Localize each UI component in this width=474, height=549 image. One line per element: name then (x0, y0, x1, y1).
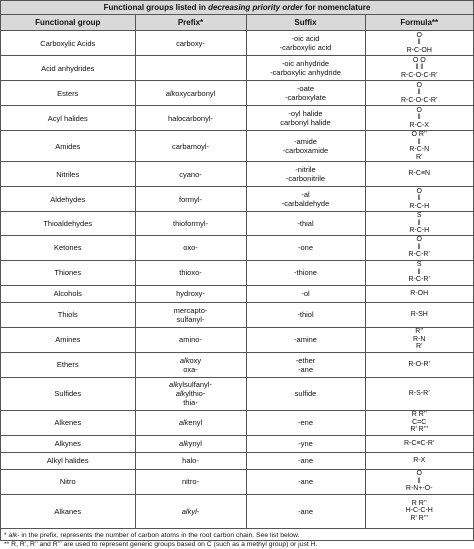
functional-group-cell: Amines (1, 327, 135, 352)
table-row (1, 469, 473, 494)
header-row (1, 15, 473, 31)
table-row (1, 235, 473, 260)
suffix-cell (246, 302, 365, 327)
prefix-line: sulfanyl- (176, 314, 205, 324)
functional-group-cell: Alkanes (1, 494, 135, 528)
prefix-rest-part: oxa- (183, 364, 198, 374)
formula-cell (365, 106, 473, 131)
functional-group-cell: Thioaldehydes (1, 212, 135, 236)
suffix-line: -oic acid (291, 34, 320, 43)
table-row (1, 81, 473, 106)
functional-group-cell: Ethers (1, 352, 135, 377)
formula-line: O (416, 106, 422, 114)
suffix-line: -ane (297, 456, 313, 465)
table-row (1, 302, 473, 327)
suffix-cell (246, 235, 365, 260)
footnote-1: * alk- in the prefix, represents the number of carbon atoms in the root carbon chain. See list below. (4, 531, 300, 539)
formula-cell (365, 377, 473, 410)
prefix-cell (135, 352, 246, 377)
suffix-cell (246, 31, 365, 56)
formula-cell (365, 410, 473, 435)
prefix-text: oxo- (183, 243, 198, 252)
suffix-line: -ol (301, 289, 310, 298)
functional-group-cell: Nitro (1, 469, 135, 494)
functional-group-cell: Alcohols (1, 285, 135, 302)
suffix-cell (246, 352, 365, 377)
formula-cell (365, 285, 473, 302)
formula-cell (365, 235, 473, 260)
header-prefix: Prefix* (135, 15, 246, 31)
table-row (1, 377, 473, 410)
suffix-line: -amine (294, 335, 317, 344)
formula-line: O O (412, 56, 426, 64)
formula-line: O (416, 187, 422, 195)
formula-line: R R’’ (411, 411, 427, 419)
formula-cell (365, 131, 473, 162)
prefix-text: thioxo- (179, 268, 202, 277)
formula-line: R’ (415, 153, 423, 161)
table-body (1, 31, 473, 529)
footnote-1-text: - in the prefix, represents the number of carbon atoms in the root carbon chain. See list below. (17, 531, 300, 539)
formula-line: R’ (415, 343, 423, 351)
suffix-line: -thione (294, 268, 317, 277)
suffix-cell (246, 260, 365, 285)
formula-line: ‖ (417, 243, 421, 251)
functional-group-cell: Aldehydes (1, 187, 135, 212)
prefix-cell (135, 377, 246, 410)
formula-line: O R’’ (411, 131, 427, 138)
formula-cell (365, 435, 473, 452)
header-formula: Formula** (365, 15, 473, 31)
formula-cell (365, 469, 473, 494)
suffix-line: -amide (294, 137, 317, 146)
suffix-line: -thiol (297, 310, 314, 319)
table-row (1, 187, 473, 212)
prefix-cell (135, 131, 246, 162)
formula-line: R R’’ (411, 499, 427, 507)
table-row (1, 285, 473, 302)
formula-line: ‖ ‖ (415, 64, 424, 72)
formula-line: ‖ (417, 114, 421, 122)
prefix-line (138, 398, 244, 407)
suffix-line: -thial (297, 218, 314, 228)
table-row (1, 410, 473, 435)
prefix-rest-part: ylthio- (185, 389, 206, 398)
suffix-line: -carboxylic acid (279, 43, 332, 52)
functional-group-cell: Carboxylic Acids (1, 31, 135, 56)
suffix-cell (246, 469, 365, 494)
formula-line: R-X (413, 456, 426, 464)
formula-line: R-S-R’ (408, 389, 430, 397)
formula-line: R’ R’’’ (410, 514, 429, 522)
formula-line: O (416, 236, 422, 244)
prefix-cell (135, 302, 246, 327)
formula-line: R-C-H (409, 227, 430, 234)
prefix-italic-part: alk (178, 418, 189, 427)
formula-line: O (416, 31, 422, 39)
prefix-line (138, 389, 244, 398)
table-row (1, 435, 473, 452)
table-row (1, 31, 473, 56)
table-row (1, 131, 473, 162)
prefix-cell (135, 162, 246, 187)
formula-cell (365, 212, 473, 236)
prefix-cell (135, 327, 246, 352)
prefix-cell (135, 187, 246, 212)
prefix-cell (135, 494, 246, 528)
prefix-text: amino- (179, 335, 202, 344)
formula-line: R-C-X (409, 121, 429, 129)
prefix-text: thioformyl- (172, 218, 208, 228)
suffix-cell (246, 377, 365, 410)
formula-line: R-C-R’ (408, 276, 430, 284)
prefix-italic-part: alk (179, 355, 190, 365)
prefix-cell (135, 452, 246, 469)
formula-line: S (416, 212, 422, 219)
suffix-cell (246, 162, 365, 187)
formula-cell (365, 452, 473, 469)
formula-cell (365, 352, 473, 377)
formula-line: R’’ (415, 328, 424, 336)
prefix-italic-part: alk (175, 389, 186, 398)
formula-line: H-C-C-H (405, 507, 433, 515)
prefix-text: formyl- (179, 194, 202, 204)
formula-line: R-C-H (409, 202, 430, 210)
formula-line: R-SH (410, 310, 428, 318)
prefix-line (138, 380, 244, 389)
functional-group-cell: Thiols (1, 302, 135, 327)
prefix-cell (135, 469, 246, 494)
suffix-line: -oate (296, 84, 315, 93)
table-row (1, 212, 473, 236)
functional-group-cell: Amides (1, 131, 135, 162)
prefix-line: mercapto- (173, 305, 208, 315)
suffix-line: -carboxamide (282, 146, 329, 155)
formula-line: R-N (413, 335, 426, 343)
formula-cell (365, 327, 473, 352)
suffix-line: -ene (297, 418, 313, 427)
table-row (1, 452, 473, 469)
suffix-line: -ane (297, 506, 313, 516)
suffix-line: -al (301, 190, 310, 199)
suffix-line: -carbaldehyde (281, 199, 330, 208)
prefix-line (138, 365, 244, 374)
title-emphasis: decreasing priority order (208, 3, 303, 12)
functional-group-cell: Alkyl halides (1, 452, 135, 469)
formula-cell (365, 56, 473, 81)
prefix-italic-part: alkyl (181, 506, 197, 516)
prefix-rest-part: oxy (189, 355, 202, 365)
prefix-italic-part: alk (165, 88, 176, 98)
suffix-line: -yne (298, 439, 313, 448)
formula-line: R-C≡N (408, 170, 431, 178)
suffix-cell (246, 327, 365, 352)
functional-group-cell: Alkynes (1, 435, 135, 452)
formula-line: R-C-OH (406, 46, 432, 54)
suffix-cell (246, 494, 365, 528)
suffix-cell (246, 285, 365, 302)
formula-cell (365, 302, 473, 327)
formula-cell (365, 162, 473, 187)
suffix-cell (246, 435, 365, 452)
suffix-cell (246, 106, 365, 131)
title-prefix: Functional groups listed in (103, 3, 209, 12)
formula-line: ‖ (417, 39, 421, 47)
prefix-text: hydroxy- (176, 289, 205, 298)
suffix-line: -carboxylic anhydride (270, 68, 341, 77)
prefix-cell (135, 106, 246, 131)
prefix-text: carbamoyl- (171, 141, 210, 151)
suffix-cell (246, 56, 365, 81)
title-suffix: for nomenclature (302, 3, 371, 12)
formula-line: S (416, 261, 422, 269)
table-row (1, 162, 473, 187)
prefix-italic-part: alk (169, 380, 179, 389)
functional-groups-table (1, 15, 473, 529)
prefix-rest-part: thia- (183, 398, 198, 407)
prefix-rest-part: ylsulfanyl- (178, 380, 212, 389)
table-row (1, 106, 473, 131)
functional-group-cell: Sulfides (1, 377, 135, 410)
formula-line: ‖ (417, 268, 421, 276)
footnote-1-italic: alk (8, 531, 18, 539)
prefix-italic-part: alk (179, 439, 189, 448)
table-row (1, 352, 473, 377)
suffix-line: -ane (297, 364, 313, 374)
suffix-cell (246, 452, 365, 469)
formula-line: R-C-O-C-R’ (400, 71, 438, 79)
footnotes (1, 529, 473, 549)
table-row (1, 260, 473, 285)
formula-line: R-O-R’ (408, 360, 431, 368)
table-row (1, 327, 473, 352)
formula-line: R-C-O-C-R’ (400, 96, 438, 104)
suffix-line: carbonyl halide (280, 118, 331, 127)
suffix-line: -ane (297, 477, 313, 486)
table-title (1, 1, 473, 15)
formula-line: R-C-N (409, 146, 430, 153)
prefix-cell (135, 285, 246, 302)
formula-line: C=C (412, 418, 427, 426)
formula-cell (365, 81, 473, 106)
formula-line: R-C-R’ (408, 251, 430, 259)
suffix-line: -carbonitrile (285, 174, 326, 183)
prefix-text: ynyl (188, 439, 202, 448)
functional-group-cell: Thiones (1, 260, 135, 285)
prefix-line (138, 356, 244, 365)
suffix-line: -oyl halide (288, 109, 323, 118)
functional-group-cell: Acyl halides (1, 106, 135, 131)
prefix-cell (135, 435, 246, 452)
formula-line: O (416, 470, 422, 478)
suffix-cell (246, 131, 365, 162)
table-row (1, 494, 473, 528)
prefix-text: carboxy- (176, 38, 205, 48)
functional-group-cell: Ketones (1, 235, 135, 260)
formula-cell (365, 260, 473, 285)
prefix-text: nitro- (181, 477, 200, 486)
functional-group-cell: Nitriles (1, 162, 135, 187)
prefix-text: halo- (182, 456, 199, 465)
prefix-cell (135, 81, 246, 106)
suffix-cell (246, 187, 365, 212)
formula-line: R-N+-O- (405, 485, 433, 493)
formula-line: ‖ (417, 219, 421, 227)
prefix-text: enyl (188, 418, 203, 427)
header-functional-group: Functional group (1, 15, 135, 31)
prefix-text: oxycarbonyl (175, 88, 216, 98)
functional-group-cell: Acid anhydrides (1, 56, 135, 81)
formula-cell (365, 187, 473, 212)
formula-line: R’ R’’’ (410, 426, 429, 434)
prefix-cell (135, 212, 246, 236)
table-row (1, 56, 473, 81)
functional-group-cell: Alkenes (1, 410, 135, 435)
prefix-cell (135, 260, 246, 285)
formula-cell (365, 31, 473, 56)
formula-line: ‖ (417, 195, 421, 203)
formula-line: ‖ (417, 89, 421, 97)
suffix-line: -one (297, 243, 313, 252)
prefix-cell (135, 31, 246, 56)
header-suffix: Suffix (246, 15, 365, 31)
formula-line: R-C≡C-R’ (403, 439, 435, 447)
suffix-line: -carboxylate (285, 93, 326, 102)
prefix-text: halocarbonyl- (167, 113, 214, 123)
formula-line: R-OH (410, 289, 429, 297)
suffix-cell (246, 410, 365, 435)
functional-group-cell: Esters (1, 81, 135, 106)
formula-cell (365, 494, 473, 528)
suffix-line: -nitrile (295, 165, 316, 174)
suffix-line: -ether (295, 355, 316, 365)
prefix-cell (135, 410, 246, 435)
suffix-line: -oic anhydride (281, 59, 330, 68)
formula-line: ‖ (417, 138, 421, 146)
formula-line: O (416, 81, 422, 89)
prefix-cell (135, 235, 246, 260)
formula-line: ‖ (417, 477, 421, 485)
suffix-cell (246, 212, 365, 236)
suffix-line: sulfide (294, 389, 317, 398)
footnote-2: ** R, R’, R’’ and R’’’ are used to represent generic groups based on C (such as a methyl group) or just H. (4, 540, 318, 548)
prefix-text: - (196, 506, 200, 516)
suffix-cell (246, 81, 365, 106)
prefix-cell (135, 56, 246, 81)
prefix-text: cyano- (179, 169, 202, 179)
